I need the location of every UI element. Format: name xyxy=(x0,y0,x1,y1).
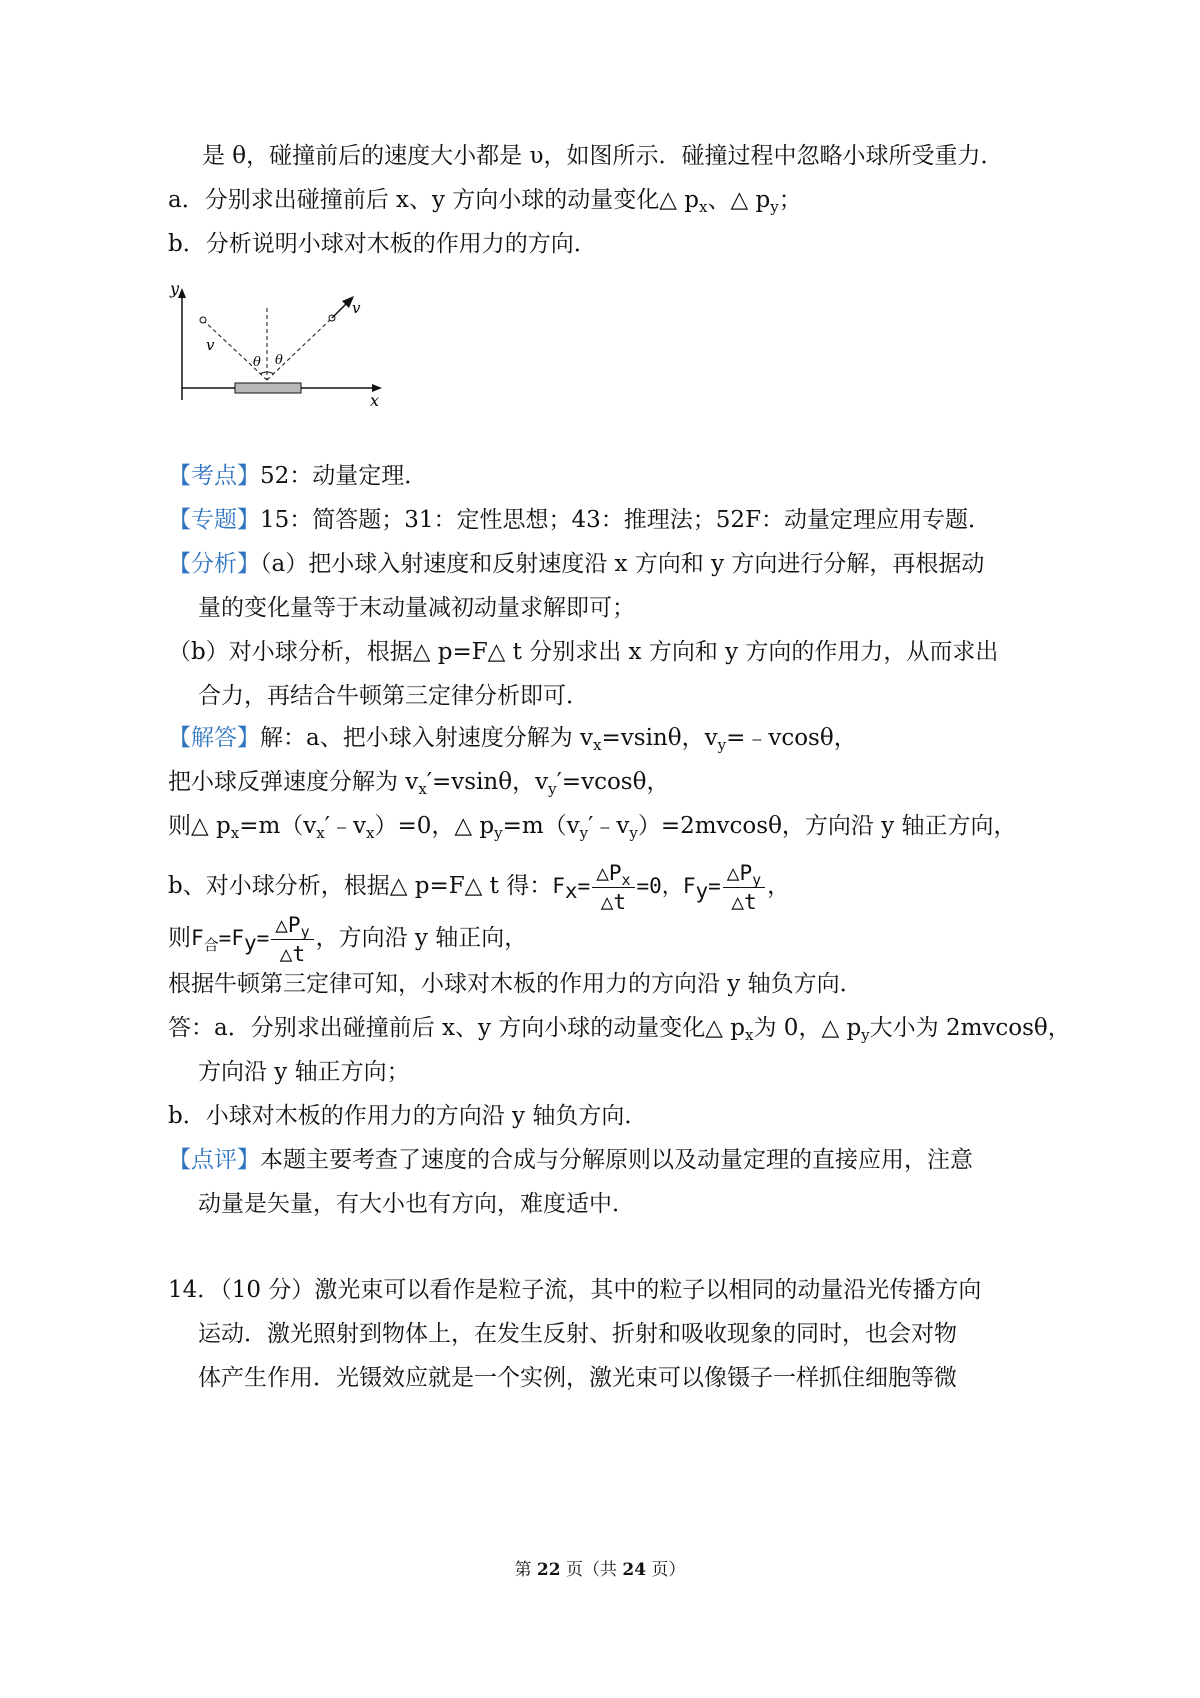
question-b: b．分析说明小球对木板的作用力的方向． xyxy=(168,231,597,257)
subscript: x xyxy=(418,780,427,798)
jieda-line xyxy=(168,810,1017,842)
subscript: y xyxy=(717,736,727,754)
subscript: x xyxy=(365,824,375,842)
fenxi-tag: 【分析】 xyxy=(168,551,260,577)
jieda-line xyxy=(168,722,857,754)
problem14-line: 14．（10 分）激光束可以看作是粒子流，其中的粒子以相同的动量沿光传播方向 xyxy=(168,1277,982,1303)
text: ）=2mvcosθ，方向沿 y 轴正方向， xyxy=(637,813,1017,839)
equals: = xyxy=(256,926,270,950)
kaodian-line xyxy=(168,460,427,492)
subscript: x xyxy=(593,736,602,754)
ball-incident xyxy=(200,317,206,323)
dianping-line: 动量是矢量，有大小也有方向，难度适中． xyxy=(198,1191,635,1217)
answer-line: b．小球对木板的作用力的方向沿 y 轴负方向． xyxy=(168,1103,648,1129)
jieda-line xyxy=(168,766,669,798)
footer-text: 页） xyxy=(646,1560,686,1580)
equals: = xyxy=(708,874,721,898)
theta-left-label: θ xyxy=(253,355,261,370)
dianping-line xyxy=(168,1144,973,1176)
jieda-line: 根据牛顿第三定律可知，小球对木板的作用力的方向沿 y 轴负方向． xyxy=(168,971,863,997)
fraction-denominator: △t xyxy=(731,889,757,914)
y-axis-arrow-icon xyxy=(178,288,186,298)
wooden-board xyxy=(235,383,301,393)
fenxi-line: （b）对小球分析，根据△ p=F△ t 分别求出 x 方向和 y 方向的作用力，从而求出 xyxy=(168,639,999,665)
subscript: 合 xyxy=(203,936,219,954)
fraction-fx xyxy=(592,859,634,916)
subscript: x xyxy=(699,198,708,216)
fraction-numerator xyxy=(271,911,313,940)
fy-rhs: ， xyxy=(767,873,791,899)
subscript: y xyxy=(300,922,310,941)
subscript: x xyxy=(230,824,240,842)
text: ）=0，△ p xyxy=(374,813,495,839)
kaodian-tag: 【考点】 xyxy=(168,463,260,489)
text: ′=vcosθ， xyxy=(556,769,670,795)
subscript: y xyxy=(695,879,709,903)
text: 则 xyxy=(168,925,191,951)
kaodian-text: 52：动量定理． xyxy=(260,463,428,489)
fenxi-line xyxy=(168,548,984,580)
fx-lhs: F xyxy=(552,874,565,898)
question-a-text: a．分别求出碰撞前后 x、y 方向小球的动量变化△ p xyxy=(168,187,700,213)
x-axis-label: x xyxy=(370,391,380,410)
total-pages: 24 xyxy=(622,1560,647,1580)
velocity-out-label: v xyxy=(352,299,361,317)
num-text: △P xyxy=(275,912,301,937)
problem-text-line: 是 θ，碰撞前后的速度大小都是 υ，如图所示．碰撞过程中忽略小球所受重力． xyxy=(202,143,1004,169)
question-a-text: ； xyxy=(778,187,802,213)
fenxi-text: （a）把小球入射速度和反射速度沿 x 方向和 y 方向进行分解，再根据动 xyxy=(260,551,985,577)
fh-mid: =F xyxy=(218,926,244,950)
subscript: y xyxy=(243,931,257,955)
subscript: x xyxy=(564,879,578,903)
text: b、对小球分析，根据△ p=F△ t 得： xyxy=(168,873,553,899)
text: 把小球反弹速度分解为 v xyxy=(168,769,419,795)
fraction-fh xyxy=(271,911,313,968)
y-axis-label: y xyxy=(170,279,180,298)
answer-line xyxy=(168,1012,1071,1044)
subscript: y xyxy=(494,824,503,842)
collision-diagram xyxy=(170,279,400,413)
text: 大小为 2mvcosθ， xyxy=(869,1015,1071,1041)
footer-text: 第 xyxy=(514,1560,537,1580)
fenxi-line: 合力，再结合牛顿第三定律分析即可． xyxy=(198,683,589,709)
subscript: y xyxy=(548,780,557,798)
page-footer xyxy=(0,1555,1200,1580)
equals: = xyxy=(577,874,591,898)
theta-right-label: θ xyxy=(275,353,283,368)
zhuanti-tag: 【专题】 xyxy=(168,507,260,533)
subscript: y xyxy=(629,824,638,842)
text: ′=vsinθ，v xyxy=(426,769,549,795)
text: 答：a．分别求出碰撞前后 x、y 方向小球的动量变化△ p xyxy=(168,1015,746,1041)
text: =vsinθ，v xyxy=(601,725,718,751)
zhuanti-text: 15：简答题；31：定性思想；43：推理法；52F：动量定理应用专题． xyxy=(260,507,992,533)
text: 为 0，△ p xyxy=(753,1015,862,1041)
text: =m（v xyxy=(239,813,317,839)
fh-lhs: F xyxy=(191,926,204,950)
fraction-denominator: △t xyxy=(600,889,627,914)
reflected-path xyxy=(267,318,332,380)
num-text: △P xyxy=(726,860,753,885)
jieda-formula-line xyxy=(168,856,790,916)
subscript: y xyxy=(861,1026,870,1044)
text: 则△ p xyxy=(168,813,231,839)
text: 解：a、把小球入射速度分解为 v xyxy=(260,725,594,751)
text: ′﹣v xyxy=(588,813,630,839)
zhuanti-line xyxy=(168,504,991,536)
answer-line: 方向沿 y 轴正方向； xyxy=(198,1059,410,1085)
subscript: y xyxy=(579,824,589,842)
dianping-text: 本题主要考查了速度的合成与分解原则以及动量定理的直接应用，注意 xyxy=(260,1147,973,1173)
fraction-denominator: △t xyxy=(279,941,306,966)
question-a-text: 、△ p xyxy=(707,187,771,213)
dianping-tag: 【点评】 xyxy=(168,1147,260,1173)
text: =m（v xyxy=(502,813,580,839)
fy-lhs: F xyxy=(682,874,696,898)
subscript: y xyxy=(752,870,762,889)
num-text: △P xyxy=(596,860,622,885)
fraction-numerator xyxy=(723,859,765,888)
fraction-numerator xyxy=(592,859,634,888)
problem14-line: 运动．激光照射到物体上，在发生反射、折射和吸收现象的同时，也会对物 xyxy=(198,1321,957,1347)
jieda-tag: 【解答】 xyxy=(168,725,260,751)
subscript: y xyxy=(770,198,779,216)
subscript: x xyxy=(621,870,631,889)
text: =﹣vcosθ， xyxy=(726,725,857,751)
page-number: 22 xyxy=(536,1560,561,1580)
question-a xyxy=(168,184,802,216)
problem14-line: 体产生作用．光镊效应就是一个实例，激光束可以像镊子一样抓住细胞等微 xyxy=(198,1365,957,1391)
footer-text: 页（共 xyxy=(560,1560,623,1580)
fenxi-line: 量的变化量等于末动量减初动量求解即可； xyxy=(198,595,635,621)
fx-rhs: =0， xyxy=(636,874,683,898)
jieda-formula-line xyxy=(168,908,527,968)
velocity-in-label: v xyxy=(206,336,215,354)
subscript: x xyxy=(316,824,325,842)
text: ′﹣v xyxy=(324,813,366,839)
text: ，方向沿 y 轴正向， xyxy=(315,925,528,951)
fraction-fy xyxy=(723,859,765,916)
subscript: x xyxy=(745,1026,754,1044)
